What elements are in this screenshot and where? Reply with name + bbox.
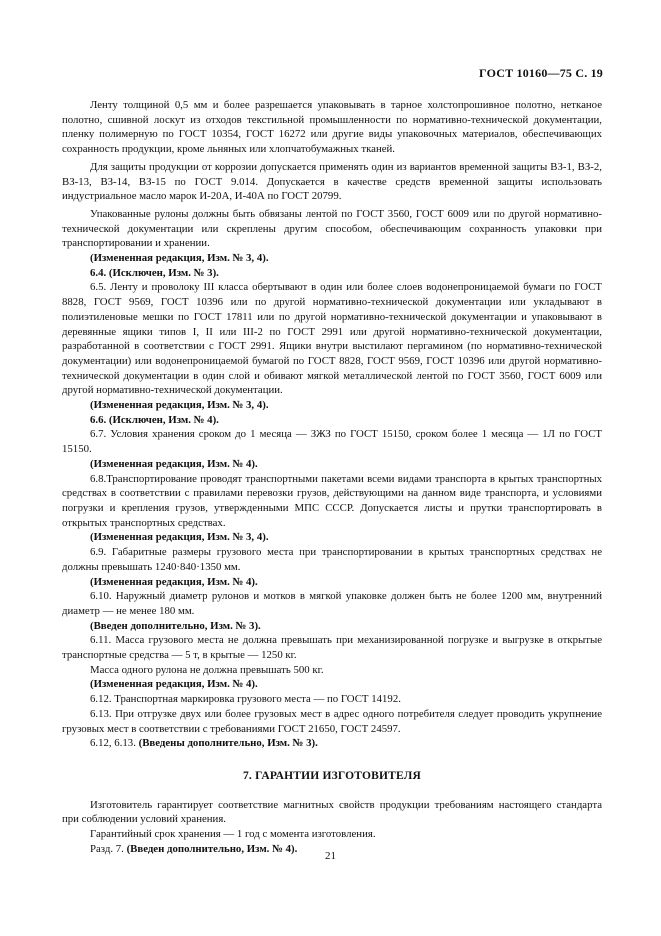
page-number: 21 (325, 850, 336, 862)
page-header: ГОСТ 10160—75 С. 19 (479, 66, 603, 80)
paragraph: Изготовитель гарантирует соответствие магнитных свойств продукции требованиям настоящего стандарта при соблюдении условий хранения. (62, 798, 602, 826)
clause-excluded: 6.4. (Исключен, Изм. № 3). (90, 266, 219, 279)
paragraph: 6.7. Условия хранения сроком до 1 месяца — ЗЖЗ по ГОСТ 15150, сроком более 1 месяца — 1Л по ГОСТ 15150. (62, 428, 602, 456)
paragraph: 6.8.Транспортирование проводят транспортными пакетами всеми видами транспорта в крытых транспортных средствах в соответствии с правилами перевозки грузов, действующими на данном виде транспорта, и условиями погрузки и крепления грузов, утвержденными МПС СССР. Допускается листы и прутки транспортировать в открытых транспортных средствах. (62, 472, 602, 529)
clause-excluded: 6.6. (Исключен, Изм. № 4). (90, 413, 219, 426)
note-text: (Введены дополнительно, Изм. № 3). (138, 737, 318, 750)
amendment-note: (Измененная редакция, Изм. № 3, 4). (90, 252, 269, 265)
paragraph: 6.12. Транспортная маркировка грузового места — по ГОСТ 14192. (90, 693, 401, 706)
amendment-note: (Измененная редакция, Изм. № 3, 4). (90, 399, 269, 412)
note-text: (Введен дополнительно, Изм. № 4). (126, 842, 298, 855)
paragraph: Гарантийный срок хранения — 1 год с момента изготовления. (90, 828, 376, 841)
paragraph: Ленту толщиной 0,5 мм и более разрешается упаковывать в тарное холстопрошивное полотно, нетканое полотно, сшивной лоскут из отходов текстильной промышленности по нормативно-технической документации, пленку полимерную по ГОСТ 10354, ГОСТ 16272 или другие виды упаковочных материалов, обеспечивающих сохранность продукции, кроме льняных или хлопчатобумажных тканей. (62, 99, 602, 156)
amendment-note (62, 736, 602, 751)
note-prefix: 6.12, 6.13. (90, 737, 139, 750)
amendment-note: (Введен дополнительно, Изм. № 3). (90, 619, 261, 632)
document-body (62, 98, 602, 856)
paragraph: 6.11. Масса грузового места не должна превышать при механизированной погрузке и выгрузке в открытые транспортные средства — 5 т, в крытые — 1250 кг. (62, 634, 602, 662)
paragraph: 6.5. Ленту и проволоку III класса обертывают в один или более слоев водонепроницаемой бумаги по ГОСТ 8828, ГОСТ 9569, ГОСТ 10396 или по другой нормативно-технической документации или укладывают в полиэтиленовые мешки по ГОСТ 17811 или по другой нормативно-технической документации и упаковывают в деревянные ящики типов I, II или III-2 по ГОСТ 2991 или другой нормативно-технической документации, разработанной в соответствии с ГОСТ 2991. Ящики внутри выстилают пергамином (по нормативно-технической документации) или водонепроницаемой бумагой по ГОСТ 8828, ГОСТ 9569, ГОСТ 10396 или другой нормативно-технической документации в один слой и обивают мягкой металлической лентой по ГОСТ 3560, ГОСТ 6009 или другой нормативно-технической документации. (62, 281, 602, 397)
amendment-note: (Измененная редакция, Изм. № 4). (90, 575, 258, 588)
note-prefix: Разд. 7. (90, 842, 127, 855)
section-title: 7. ГАРАНТИИ ИЗГОТОВИТЕЛЯ (242, 769, 422, 782)
paragraph: 6.13. При отгрузке двух или более грузовых мест в адрес одного потребителя следует проводить укрупнение грузовых мест в соответствии с требованиями ГОСТ 21650, ГОСТ 24597. (62, 707, 602, 735)
amendment-note: (Измененная редакция, Изм. № 3, 4). (90, 531, 269, 544)
amendment-note: (Измененная редакция, Изм. № 4). (90, 457, 258, 470)
paragraph: 6.10. Наружный диаметр рулонов и мотков в мягкой упаковке должен быть не более 1200 мм, внутренний диаметр — не менее 180 мм. (62, 590, 602, 617)
paragraph: Масса одного рулона не должна превышать 500 кг. (90, 663, 324, 676)
paragraph: 6.9. Габаритные размеры грузового места при транспортировании в крытых транспортных средствах не должны превышать 1240·840·1350 мм. (62, 546, 602, 573)
paragraph: Для защиты продукции от коррозии допускается применять один из вариантов временной защиты ВЗ-1, ВЗ-2, ВЗ-13, ВЗ-14, ВЗ-15 по ГОСТ 9.014. Допускается в качестве средств временной защиты использовать индустриальное масло марок И-20А, И-40А по ГОСТ 20799. (62, 160, 602, 203)
amendment-note: (Измененная редакция, Изм. № 4). (90, 678, 258, 691)
paragraph: Упакованные рулоны должны быть обвязаны лентой по ГОСТ 3560, ГОСТ 6009 или по другой нормативно-технической документации или скреплены другим способом, обеспечивающим сохранность упаковки при транспортировании и хранении. (62, 207, 602, 250)
